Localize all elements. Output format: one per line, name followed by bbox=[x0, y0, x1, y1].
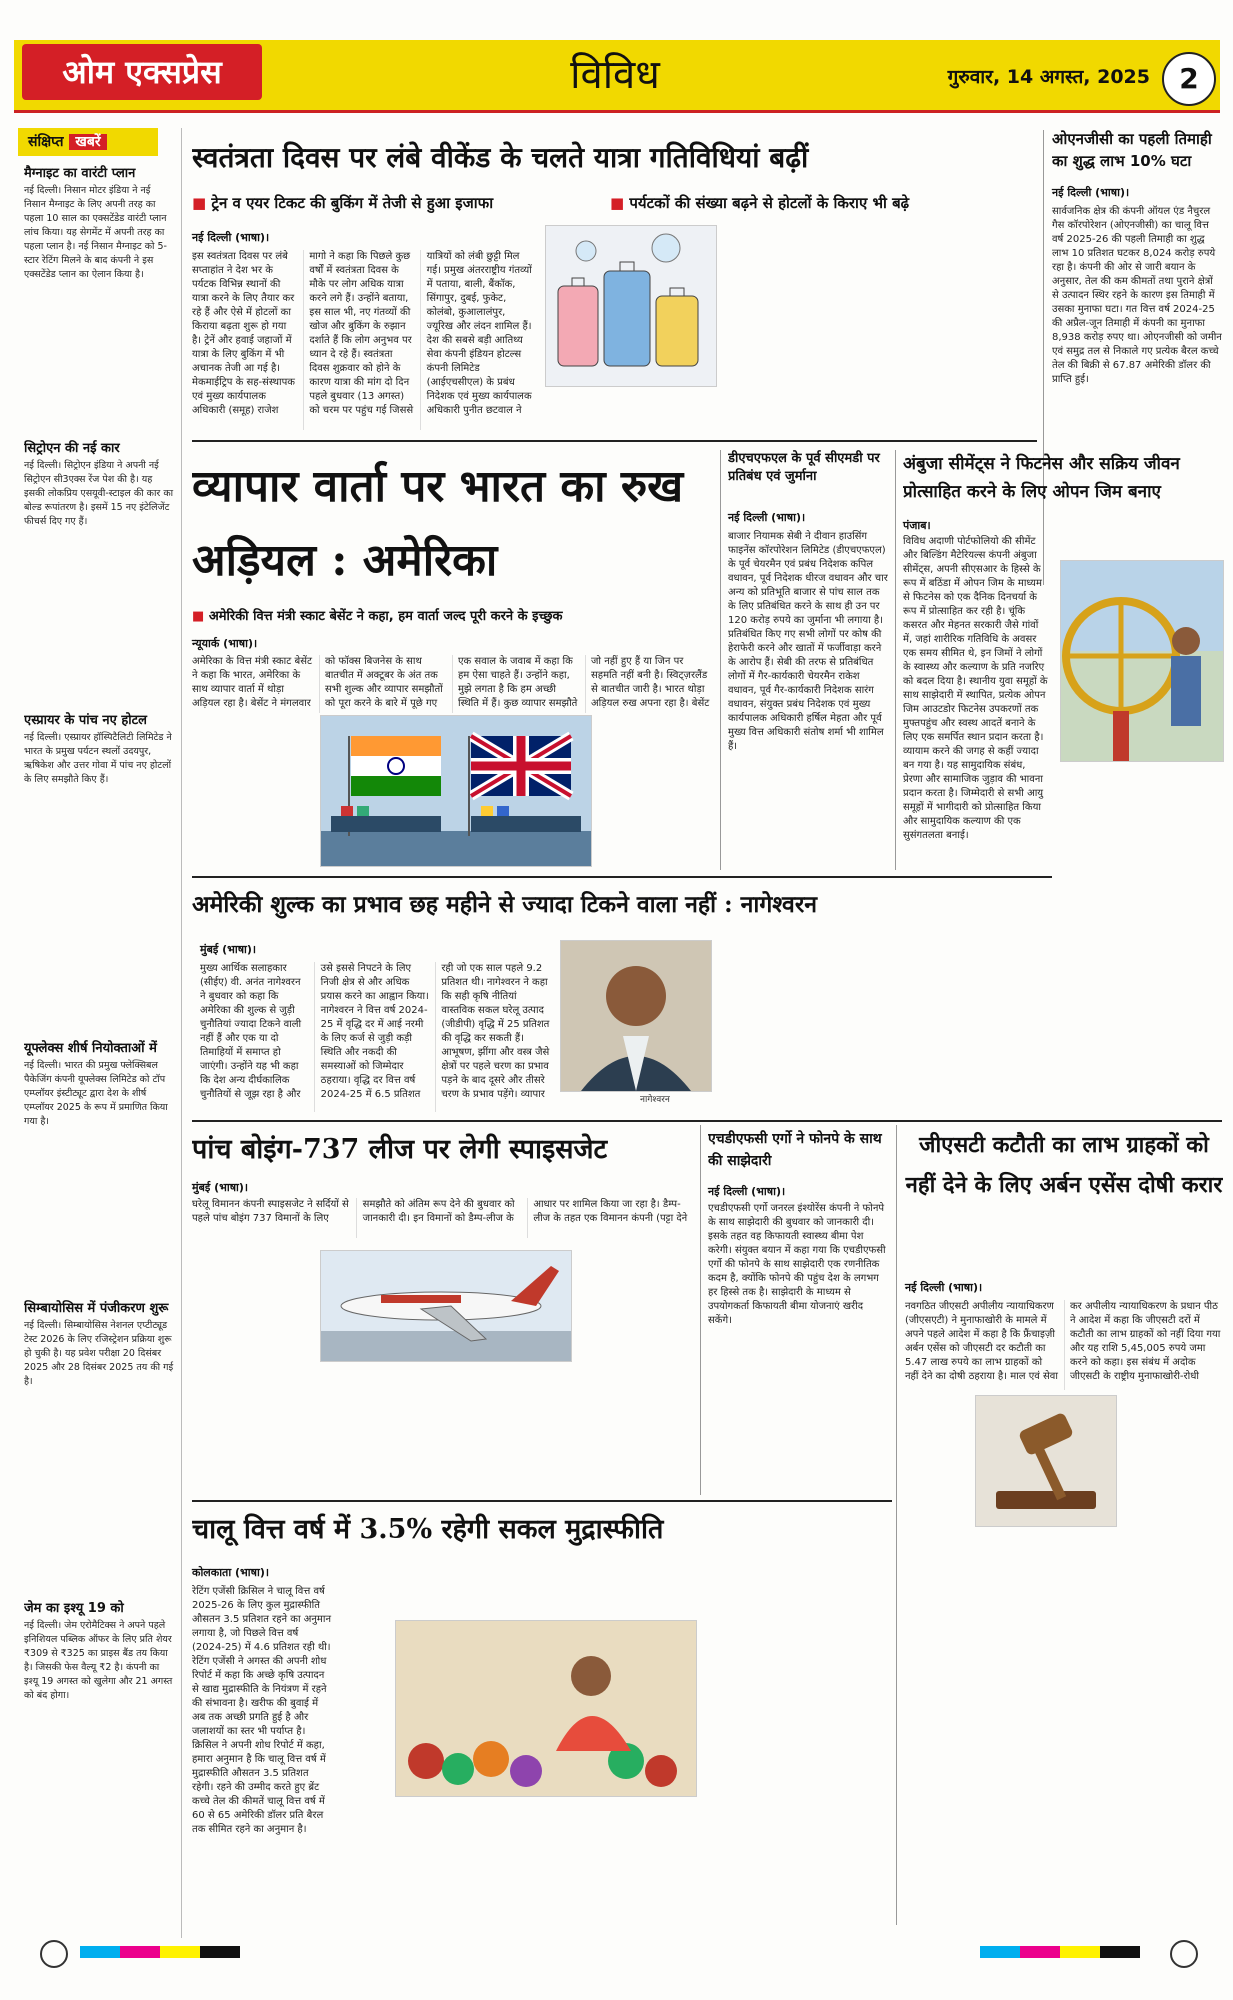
story-dateline: नई दिल्ली (भाषा)। bbox=[728, 511, 806, 524]
gavel-illustration bbox=[976, 1396, 1116, 1526]
story-headline: पांच बोइंग-737 लीज पर लेगी स्पाइसजेट bbox=[192, 1134, 608, 1165]
story-body-right bbox=[1120, 1395, 1222, 1525]
color-bar bbox=[80, 1946, 240, 1958]
section-rule bbox=[192, 1500, 892, 1502]
story-subheadline: ■ पर्यटकों की संख्या बढ़ने से होटलों के किराए भी बढ़े bbox=[610, 190, 1035, 216]
story-subheadline: ■ ट्रेन व एयर टिकट की बुकिंग में तेजी से हुआ इजाफा bbox=[192, 190, 602, 216]
story-body-right bbox=[700, 1585, 890, 1925]
story-body: बाजार नियामक सेबी ने दीवान हाउसिंग फाइनेंस कॉरपोरेशन लिमिटेड (डीएचएफएल) के पूर्व चेयरमैन एवं प्रबंध निदेशक कपिल वधावन, पूर्व निदेशक धीरज वधावन और चार अन्य को प्रतिभूति बाजार से पांच साल तक के लिए प्रतिबंधित करने के साथ ही उन पर 120 करोड़ रुपये का जुर्माना भी लगाया है। प्रतिबंधित किए गए सभी लोगों पर कोष की हेराफेरी करने और खातों में फर्जीवाड़ा करने के आरोप हैं। सेबी की तरफ से प्रतिबंधित लोगों में गैर-कार्यकारी चेयरमैन राकेश वधावन, पूर्व गैर-कार्यकारी निदेशक सारंग वधावन, संयुक्त प्रबंध निदेशक एवं मुख्य कार्यपालक अधिकारी हर्षिल मेहता और पूर्व मुख्य वित्त अधिकारी संतोष शर्मा भी शामिल हैं। bbox=[728, 531, 888, 752]
newspaper-logo: ओम एक्सप्रेस bbox=[22, 44, 262, 100]
briefs-header bbox=[18, 128, 158, 156]
column-divider bbox=[700, 1125, 701, 1495]
story-headline: चालू वित्त वर्ष में 3.5% रहेगी सकल मुद्रास्फीति bbox=[192, 1514, 664, 1545]
story-headline: अंबुजा सीमेंट्स ने फिटनेस और सक्रिय जीवन प्रोत्साहित करने के लिए ओपन जिम बनाए bbox=[903, 454, 1180, 502]
story-dateline: कोलकाता (भाषा)। bbox=[192, 1566, 270, 1579]
story-headline: जीएसटी कटौती का लाभ ग्राहकों को नहीं देने के लिए अर्बन एसेंस दोषी करार bbox=[905, 1132, 1223, 1198]
story-body: अमेरिका के वित्त मंत्री स्काट बेसेंट ने कहा कि भारत, अमेरिका के साथ व्यापार वार्ता में थोड़ा अड़ियल रहा है। बेसेंट ने मंगलवार को फॉक्स बिजनेस के साथ बातचीत में अक्टूबर के अंत तक सभी शुल्क और व्यापार समझौतों को पूरा करने के बारे में पूछे गए एक सवाल के जवाब में कहा कि हम ऐसा चाहते हैं। उन्होंने कहा, मुझे लगता है कि हम अच्छी स्थिति में हैं। कुछ व्यापार समझौते जो नहीं हुए हैं या जिन पर सहमति नहीं बनी है। स्विट्ज़रलैंड से बातचीत जारी है। भारत थोड़ा अड़ियल रुख अपना रहा है। बेसेंट bbox=[192, 656, 710, 709]
registration-mark bbox=[40, 1940, 68, 1968]
story-body: नवगठित जीएसटी अपीलीय न्यायाधिकरण (जीएसएटी) ने मुनाफाखोरी के मामले में अपने पहले आदेश में कहा है कि फ्रैंचाइज़ी अर्बन एसेंस को जीएसटी दर कटौती का 5.47 लाख रुपये का लाभ ग्राहकों को नहीं देने का दोषी ठहराया है। माल एवं सेवा कर अपीलीय न्यायाधिकरण के प्रधान पीठ ने आदेश में कहा कि जीएसटी दरों में कटौती का लाभ ग्राहकों को नहीं दिया गया और यह राशि 5,45,005 रुपये जमा करने को कहा। इस संबंध में अदोक जीएसटी के राष्ट्रीय मुनाफाखोरी-रोधी bbox=[905, 1301, 1221, 1382]
story-body-right bbox=[600, 715, 712, 865]
brief-text: नई दिल्ली। सिट्रोएन इंडिया ने अपनी नई सिट्रोएन सी3एक्स रेंज पेश की है। यह इसकी लोकप्रिय एसयूवी-स्टाइल की कार का बोल्ड रूपांतरण है। इसमें 15 नए इंटेलिजेंट फीचर्स दिए गए हैं। bbox=[24, 460, 174, 527]
section-title: विविध bbox=[570, 52, 660, 98]
story-body-continued bbox=[1060, 765, 1222, 870]
story-headline: स्वतंत्रता दिवस पर लंबे वीकेंड के चलते यात्रा गतिविधियां बढ़ीं bbox=[192, 141, 809, 174]
story-dateline: मुंबई (भाषा)। bbox=[200, 943, 257, 956]
open-gym-image bbox=[1060, 560, 1224, 762]
brief-item bbox=[24, 1040, 174, 1285]
briefs-header-label: संक्षिप्त bbox=[28, 134, 64, 150]
brief-text: नई दिल्ली। जेम एरोमैटिक्स ने अपने पहले इनिशियल पब्लिक ऑफर के लिए प्रति शेयर ₹309 से ₹325 का प्राइस बैंड तय किया है। जिसकी फेस वैल्यू ₹2 है। कंपनी का इश्यू 19 अगस्त को खुलेगा और 21 अगस्त को बंद होगा। bbox=[24, 1620, 173, 1701]
vegetables-illustration bbox=[396, 1621, 696, 1796]
story-dateline: नई दिल्ली (भाषा)। bbox=[905, 1281, 983, 1294]
section-rule bbox=[192, 440, 1037, 442]
story-body-left bbox=[192, 715, 312, 865]
story-body: सार्वजनिक क्षेत्र की कंपनी ऑयल एंड नैचुरल गैस कॉरपोरेशन (ओएनजीसी) का चालू वित्त वर्ष 2025-26 की पहली तिमाही का शुद्ध लाभ 10 प्रतिशत घटकर 8,024 करोड़ रुपये रहा है। कंपनी की ओर से जारी बयान के अनुसार, तेल की कम कीमतों तथा पुराने क्षेत्रों से उत्पादन स्थिर रहने के कारण इस तिमाही में उसका मुनाफा घटा। गत वित्त वर्ष 2024-25 की अप्रैल-जून तिमाही में कंपनी का मुनाफा 8,938 करोड़ रुपए था। ओएनजीसी को जमीन एवं समुद्र तल से निकाले गए प्रत्येक बैरल कच्चे तेल की बिक्री से 67.87 अमेरिकी डॉलर की प्राप्ति हुई। bbox=[1052, 206, 1222, 385]
trade-ships-image bbox=[320, 715, 592, 867]
photo-caption: नागेश्वरन bbox=[640, 1095, 670, 1105]
gavel-image bbox=[975, 1395, 1117, 1527]
story-body-right bbox=[580, 1245, 692, 1495]
page-number: 2 bbox=[1162, 52, 1216, 106]
brief-title: यूफ्लेक्स शीर्ष नियोक्ताओं में bbox=[24, 1041, 157, 1056]
nageswaran-photo bbox=[560, 940, 712, 1092]
story-dateline: पंजाब। bbox=[903, 519, 931, 532]
brief-text: नई दिल्ली। भारत की प्रमुख फ्लेक्सिबल पैकेजिंग कंपनी यूफ्लेक्स लिमिटेड को टॉप एम्प्लॉयर इंस्टीट्यूट द्वारा देश के शीर्ष एम्प्लॉयर 2025 के रूप में प्रमाणित किया गया है। bbox=[24, 1060, 168, 1127]
flags-illustration bbox=[321, 716, 591, 866]
brief-title: एस्प्रायर के पांच नए होटल bbox=[24, 713, 148, 728]
story-headline: ओएनजीसी का पहली तिमाही का शुद्ध लाभ 10% घटा bbox=[1052, 130, 1212, 170]
luggage-image bbox=[545, 225, 717, 387]
brief-title: सिम्बायोसिस में पंजीकरण शुरू bbox=[24, 1301, 169, 1316]
gym-wheel-illustration bbox=[1061, 561, 1223, 761]
color-bar bbox=[980, 1946, 1140, 1958]
column-divider bbox=[896, 1125, 897, 1925]
story-headline: एचडीएफसी एर्गो ने फोनपे के साथ की साझेदारी bbox=[708, 1131, 882, 1169]
story-body-bottom bbox=[395, 1800, 695, 1925]
brief-text: नई दिल्ली। सिम्बायोसिस नेशनल एप्टीट्यूड टेस्ट 2026 के लिए रजिस्ट्रेशन प्रक्रिया शुरू हो चुकी है। यह प्रवेश परीक्षा 20 दिसंबर 2025 और 28 दिसंबर 2025 तय की गई है। bbox=[24, 1320, 174, 1387]
brief-item bbox=[24, 712, 174, 1032]
brief-title: जेम का इश्यू 19 को bbox=[24, 1601, 124, 1616]
story-dateline: नई दिल्ली (भाषा)। bbox=[192, 231, 270, 244]
story-dateline: नई दिल्ली (भाषा)। bbox=[1052, 186, 1130, 199]
story-subheadline: ■ अमेरिकी वित्त मंत्री स्काट बेसेंट ने कहा, हम वार्ता जल्द पूरी करने के इच्छुक bbox=[192, 606, 712, 628]
briefs-header-tag: खबरें bbox=[69, 134, 106, 150]
story-body: एचडीएफसी एर्गो जनरल इंश्योरेंस कंपनी ने फोनपे के साथ साझेदारी की बुधवार को जानकारी दी। इसके तहत वह किफायती स्वास्थ्य बीमा पेश करेगी। संयुक्त बयान में कहा गया कि एचडीएफसी एर्गो की फोनपे के साथ साझेदारी एक रणनीतिक कदम है, क्योंकि फोनपे की पहुंच देश के लगभग हर हिस्से तक है। साझेदारी के माध्यम से उपयोगकर्ता किफायती बीमा योजनाएं खरीद सकेंगे। bbox=[708, 1203, 886, 1326]
story-body-continued bbox=[905, 1530, 1223, 1925]
story-body: घरेलू विमानन कंपनी स्पाइसजेट ने सर्दियों से पहले पांच बोइंग 737 विमानों के लिए समझौते को अंतिम रूप देने की बुधवार को जानकारी दी। इन विमानों को डैम्प-लीज के आधार पर शामिल किया जा रहा है। डैम्प-लीज के तहत एक विमानन कंपनी (पट्टा देने bbox=[192, 1199, 688, 1224]
story-body-side bbox=[725, 225, 1035, 435]
story-dateline: न्यूयार्क (भाषा)। bbox=[192, 637, 258, 650]
column-divider bbox=[895, 450, 896, 870]
story-body-left bbox=[192, 1245, 312, 1495]
story-headline: अमेरिकी शुल्क का प्रभाव छह महीने से ज्यादा टिकने वाला नहीं : नागेश्वरन bbox=[192, 891, 817, 918]
brief-title: सिट्रोएन की नई कार bbox=[24, 441, 120, 456]
vegetable-market-image bbox=[395, 1620, 697, 1797]
story-dateline: नई दिल्ली (भाषा)। bbox=[708, 1185, 786, 1198]
column-divider bbox=[720, 450, 721, 870]
brief-item bbox=[24, 1300, 174, 1590]
issue-date: गुरुवार, 14 अगस्त, 2025 bbox=[947, 66, 1150, 88]
story-headline: व्यापार वार्ता पर भारत का रुख अड़ियल : अमेरिका bbox=[192, 461, 684, 586]
section-rule bbox=[192, 876, 1052, 878]
story-body-left bbox=[905, 1395, 970, 1525]
section-rule bbox=[192, 1120, 1222, 1122]
luggage-illustration bbox=[546, 226, 716, 386]
story-dateline: मुंबई (भाषा)। bbox=[192, 1181, 249, 1194]
story-body-left bbox=[340, 1620, 390, 1925]
story-headline: डीएचएफएल के पूर्व सीएमडी पर प्रतिबंध एवं जुर्माना bbox=[728, 451, 880, 484]
person-portrait bbox=[561, 941, 711, 1091]
spicejet-aircraft-image bbox=[320, 1250, 572, 1362]
registration-mark bbox=[1170, 1940, 1198, 1968]
story-body: इस स्वतंत्रता दिवस पर लंबे सप्ताहांत ने देश भर के पर्यटक विभिन्न स्थानों की यात्रा करने के लिए तैयार कर रहे हैं और ऐसे में होटलों का किराया बढ़ता शुरू हो गया है। ट्रेनें और हवाई जहाजों में यात्रा के लिए बुकिंग में भी अचानक तेजी आ गई है। मेकमाईट्रिप के सह-संस्थापक एवं मुख्य कार्यपालक अधिकारी (समूह) राजेश मागो ने कहा कि पिछले कुछ वर्षों में स्वतंत्रता दिवस के मौके पर लोग अधिक यात्रा करने लगे हैं। उन्होंने बताया, इस साल भी, नए गंतव्यों की खोज और बुकिंग के रुझान दर्शाते हैं कि लोग अनुभव पर ध्यान दे रहे हैं। स्वतंत्रता दिवस शुक्रवार को होने के कारण यात्रा की मांग दो दिन पहले बुधवार (13 अगस्त) को चरम पर पहुंच गई जिससे यात्रियों को लंबी छुट्टी मिल गई। प्रमुख अंतरराष्ट्रीय गंतव्यों में पताया, बाली, बैंकॉक, सिंगापुर, दुबई, फुकेट, कोलंबो, कुआलालंपुर, ज्यूरिख और लंदन शामिल हैं। देश की सबसे बड़ी आतिथ्य सेवा कंपनी इंडियन होटल्स कंपनी लिमिटेड (आईएचसीएल) के प्रबंध निदेशक एवं मुख्य कार्यपालक अधिकारी पुनीत छटवाल ने bbox=[192, 251, 532, 416]
brief-title: मैग्नाइट का वारंटी प्लान bbox=[24, 166, 136, 181]
brief-text: नई दिल्ली। एस्प्रायर हॉस्पिटैलिटी लिमिटेड ने भारत के प्रमुख पर्यटन स्थलों उदयपुर, ऋषिकेश और उत्तर गोवा में पांच नए होटलों के लिए समझौते किए हैं। bbox=[24, 732, 172, 785]
story-body: विविध अदाणी पोर्टफोलियो की सीमेंट और बिल्डिंग मैटेरियल्स कंपनी अंबुजा सीमेंट्स, अपनी सीएसआर के हिस्से के रूप में बठिंडा में ओपन जिम के माध्यम से फिटनेस को एक दैनिक दिनचर्या के रूप में प्रोत्साहित कर रही है। चूंकि कसरत और मेहनत सरकारी जैसे गांवों में, जहां शारीरिक गतिविधि के अवसर एक समय सीमित थे, इन जिमों ने लोगों के स्वास्थ्य और कल्याण के प्रति नजरिए को बदल दिया है। स्थानीय युवा समूहों के साथ साझेदारी में स्थापित, प्रत्येक ओपन जिम आउटडोर फिटनेस उपकरणों तक मुफ्तपहुंच और स्वस्थ आदतें बनाने के लिए एक समर्पित स्थान प्रदान करता है। व्यायाम करने की जगह से कहीं ज्यादा बन गया है। यह सामुदायिक संबंध, प्रेरणा और सामाजिक जुड़ाव की भावना प्रदान करता है। जिम्मेदारी से सभी आयु समूहों में भागीदारी को प्रोत्साहित किया और सामुदायिक कल्याण की एक सुसंगतलता बनाई। bbox=[903, 536, 1048, 841]
story-body: मुख्य आर्थिक सलाहकार (सीईए) वी. अनंत नागेश्वरन ने बुधवार को कहा कि अमेरिका की शुल्क से जुड़ी चुनौतियां ज्यादा टिकने वाली नहीं हैं और एक या दो तिमाहियों में समाप्त हो जाएंगी। उन्होंने यह भी कहा कि देश अन्य दीर्घकालिक चुनौतियों से जूझ रहा है और उसे इससे निपटने के लिए निजी क्षेत्र से और अधिक प्रयास करने का आह्वान किया। नागेश्वरन ने वित्त वर्ष 2024-25 में वृद्धि दर में आई नरमी के लिए कर्ज से जुड़ी कड़ी स्थिति और नकदी की समस्याओं को जिम्मेदार ठहराया। वृद्धि दर वित्त वर्ष 2024-25 में 6.5 प्रतिशत रही जो एक साल पहले 9.2 प्रतिशत थी। नागेश्वरन ने कहा कि सही कृषि नीतियां वास्तविक सकल घरेलू उत्पाद (जीडीपी) वृद्धि में 25 प्रतिशत की वृद्धि कर सकती हैं। आभूषण, झींगा और वस्त्र जैसे क्षेत्रों पर पहले चरण का प्रभाव पड़ने के बाद दूसरे और तीसरे चरण के प्रभाव पड़ेंगे। व्यापार bbox=[200, 963, 550, 1100]
brief-text: नई दिल्ली। निसान मोटर इंडिया ने नई निसान मैग्नाइट के लिए अपनी तरह का पहला 10 साल का एक्सटेंडेड वारंटी प्लान लांच किया। यह सेगमेंट में अपनी तरह का पहला प्लान है। नई निसान मैग्नाइट को 5-स्टार रेटिंग मिलने के बाद कंपनी ने इस एक्सटेंडेड प्लान का ऐलान किया है। bbox=[24, 185, 167, 280]
story-body-continued bbox=[720, 942, 1050, 1112]
brief-item bbox=[24, 165, 174, 430]
brief-item bbox=[24, 440, 174, 700]
story-body: रेटिंग एजेंसी क्रिसिल ने चालू वित्त वर्ष 2025-26 के लिए कुल मुद्रास्फीति औसतन 3.5 प्रतिशत रहने का अनुमान लगाया है, जो पिछले वित्त वर्ष (2024-25) में 4.6 प्रतिशत रही थी। रेटिंग एजेंसी ने अगस्त की अपनी शोध रिपोर्ट में कहा कि अच्छे कृषि उत्पादन से खाद्य मुद्रास्फीति के नियंत्रण में रहने की संभावना है। खरीफ की बुवाई में अब तक अच्छी प्रगति हुई है और जलाशयों का स्तर भी पर्याप्त है। क्रिसिल ने अपनी शोध रिपोर्ट में कहा, हमारा अनुमान है कि चालू वित्त वर्ष में मुद्रास्फीति औसतन 3.5 प्रतिशत रहेगी। रहने की उम्मीद करते हुए ब्रेंट कच्चे तेल की कीमतें चालू वित्त वर्ष में 60 से 65 अमेरिकी डॉलर प्रति बैरल तक सीमित रहने का अनुमान है। bbox=[192, 1586, 332, 1835]
brief-item bbox=[24, 1600, 174, 1930]
aircraft-illustration bbox=[321, 1251, 571, 1361]
column-divider bbox=[1043, 130, 1044, 585]
